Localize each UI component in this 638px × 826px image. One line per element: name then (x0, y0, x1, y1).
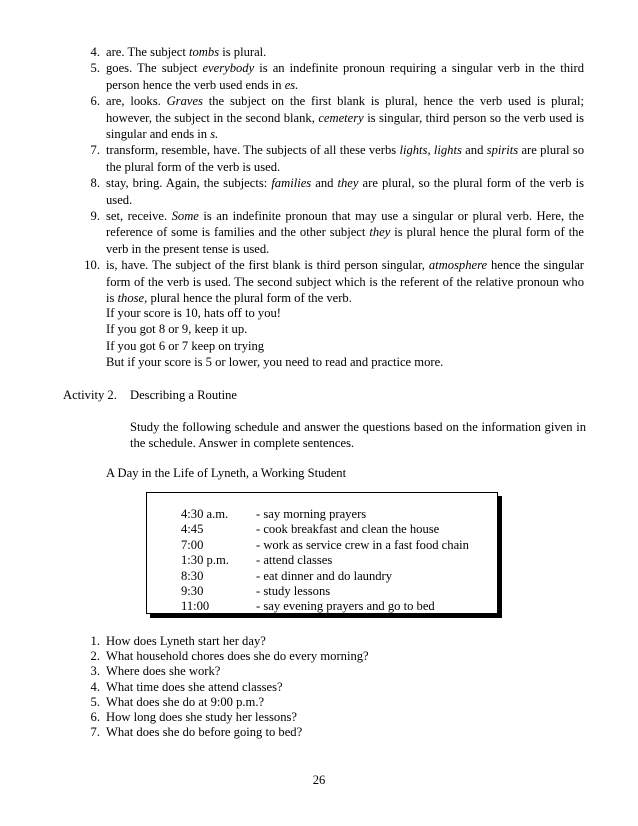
answer-text: are. The subject tombs is plural. (106, 45, 267, 59)
item-number: 4. (90, 45, 100, 59)
score-line: If you got 8 or 9, keep it up. (106, 322, 248, 337)
question-text: How does Lyneth start her day? (106, 634, 266, 648)
answer-text: stay, bring. Again, the subjects: families and they are plural, so the plural form of the verb is used. (106, 176, 585, 207)
question-text: How long does she study her lessons? (106, 709, 297, 724)
item-number: 9. (90, 209, 100, 224)
question-text: What household chores does she do every morning? (106, 649, 369, 664)
schedule-row (181, 521, 469, 536)
schedule-activity: - study lessons (256, 583, 331, 598)
answer-item (84, 93, 584, 142)
activity-heading (63, 387, 237, 403)
schedule-table (181, 506, 469, 614)
item-number: 1. (90, 634, 100, 648)
answer-item (84, 60, 584, 93)
schedule-row (181, 598, 469, 613)
answer-item (84, 208, 584, 257)
activity-title: Describing a Routine (130, 388, 238, 402)
schedule-time: 4:30 a.m. (181, 507, 229, 521)
answer-text: set, receive. Some is an indefinite pronoun that may use a singular or plural verb. Here, the reference of some is families and the other subject they is plural hence the plural form of the verb in the present tense is used. (106, 209, 584, 256)
question-item (84, 663, 584, 678)
schedule-time: 11:00 (181, 599, 210, 614)
question-text: What time does she attend classes? (106, 679, 283, 694)
schedule-activity: - say morning prayers (256, 507, 367, 521)
answer-text: goes. The subject everybody is an indefinite pronoun requiring a singular verb in the third person hence the verb used ends in es. (106, 61, 585, 92)
question-text: What does she do at 9:00 p.m.? (106, 694, 265, 709)
question-text: What does she do before going to bed? (106, 725, 303, 740)
score-feedback (106, 305, 586, 371)
page-number: 26 (312, 773, 326, 787)
schedule-time: 9:30 (181, 583, 204, 598)
question-item (84, 709, 584, 724)
instructions: Study the following schedule and answer the questions based on the information given in the schedule. Answer in complete sentences. (130, 420, 586, 451)
answer-item (84, 175, 584, 208)
score-line: But if your score is 5 or lower, you need to read and practice more. (106, 355, 444, 370)
answer-item (84, 257, 584, 306)
schedule-row (181, 583, 469, 598)
item-number: 6. (90, 709, 100, 724)
schedule-title: A Day in the Life of Lyneth, a Working Student (106, 466, 347, 480)
score-line: If you got 6 or 7 keep on trying (106, 338, 265, 353)
schedule-activity: - work as service crew in a fast food chain (256, 537, 469, 552)
schedule-box (146, 492, 498, 614)
schedule-row (181, 568, 469, 583)
item-number: 5. (90, 61, 100, 76)
item-number: 10. (84, 258, 100, 273)
question-item (84, 679, 584, 694)
question-item (84, 633, 584, 648)
schedule-row (181, 506, 469, 521)
schedule-time: 1:30 p.m. (181, 553, 229, 568)
answer-text: is, have. The subject of the first blank is third person singular, atmosphere hence the singular form of the verb is used. The second subject which is the referent of the relative pronoun who is those, plural hence the plural form of the verb. (106, 258, 584, 306)
schedule-time: 4:45 (181, 522, 204, 537)
item-number: 2. (90, 649, 100, 664)
answer-key-list (84, 44, 584, 307)
activity-label: Activity 2. (63, 388, 117, 402)
question-item (84, 648, 584, 663)
answer-item (84, 142, 584, 175)
item-number: 5. (90, 694, 100, 709)
item-number: 8. (90, 176, 100, 191)
schedule-activity: - eat dinner and do laundry (256, 568, 393, 583)
schedule-activity: - cook breakfast and clean the house (256, 522, 440, 537)
item-number: 3. (90, 664, 100, 679)
question-item (84, 724, 584, 739)
answer-text: transform, resemble, have. The subjects of all these verbs lights, lights and spirits are plural so the plural form of the verb is used. (106, 143, 585, 174)
item-number: 7. (90, 143, 100, 158)
question-list (84, 633, 584, 739)
schedule-time: 7:00 (181, 537, 204, 552)
answer-text: are, looks. Graves the subject on the first blank is plural, hence the verb used is plural; however, the subject in the second blank, cemetery is singular, third person so the verb used is singular and ends in s. (106, 94, 584, 142)
question-item (84, 694, 584, 709)
item-number: 7. (90, 725, 100, 740)
answer-item (84, 44, 584, 60)
schedule-row (181, 537, 469, 552)
score-line: If your score is 10, hats off to you! (106, 306, 281, 320)
question-text: Where does she work? (106, 664, 221, 679)
schedule-activity: - say evening prayers and go to bed (256, 599, 435, 614)
schedule-time: 8:30 (181, 568, 204, 583)
schedule-row (181, 552, 469, 567)
schedule-activity: - attend classes (256, 553, 333, 568)
item-number: 4. (90, 679, 100, 694)
item-number: 6. (90, 94, 100, 109)
